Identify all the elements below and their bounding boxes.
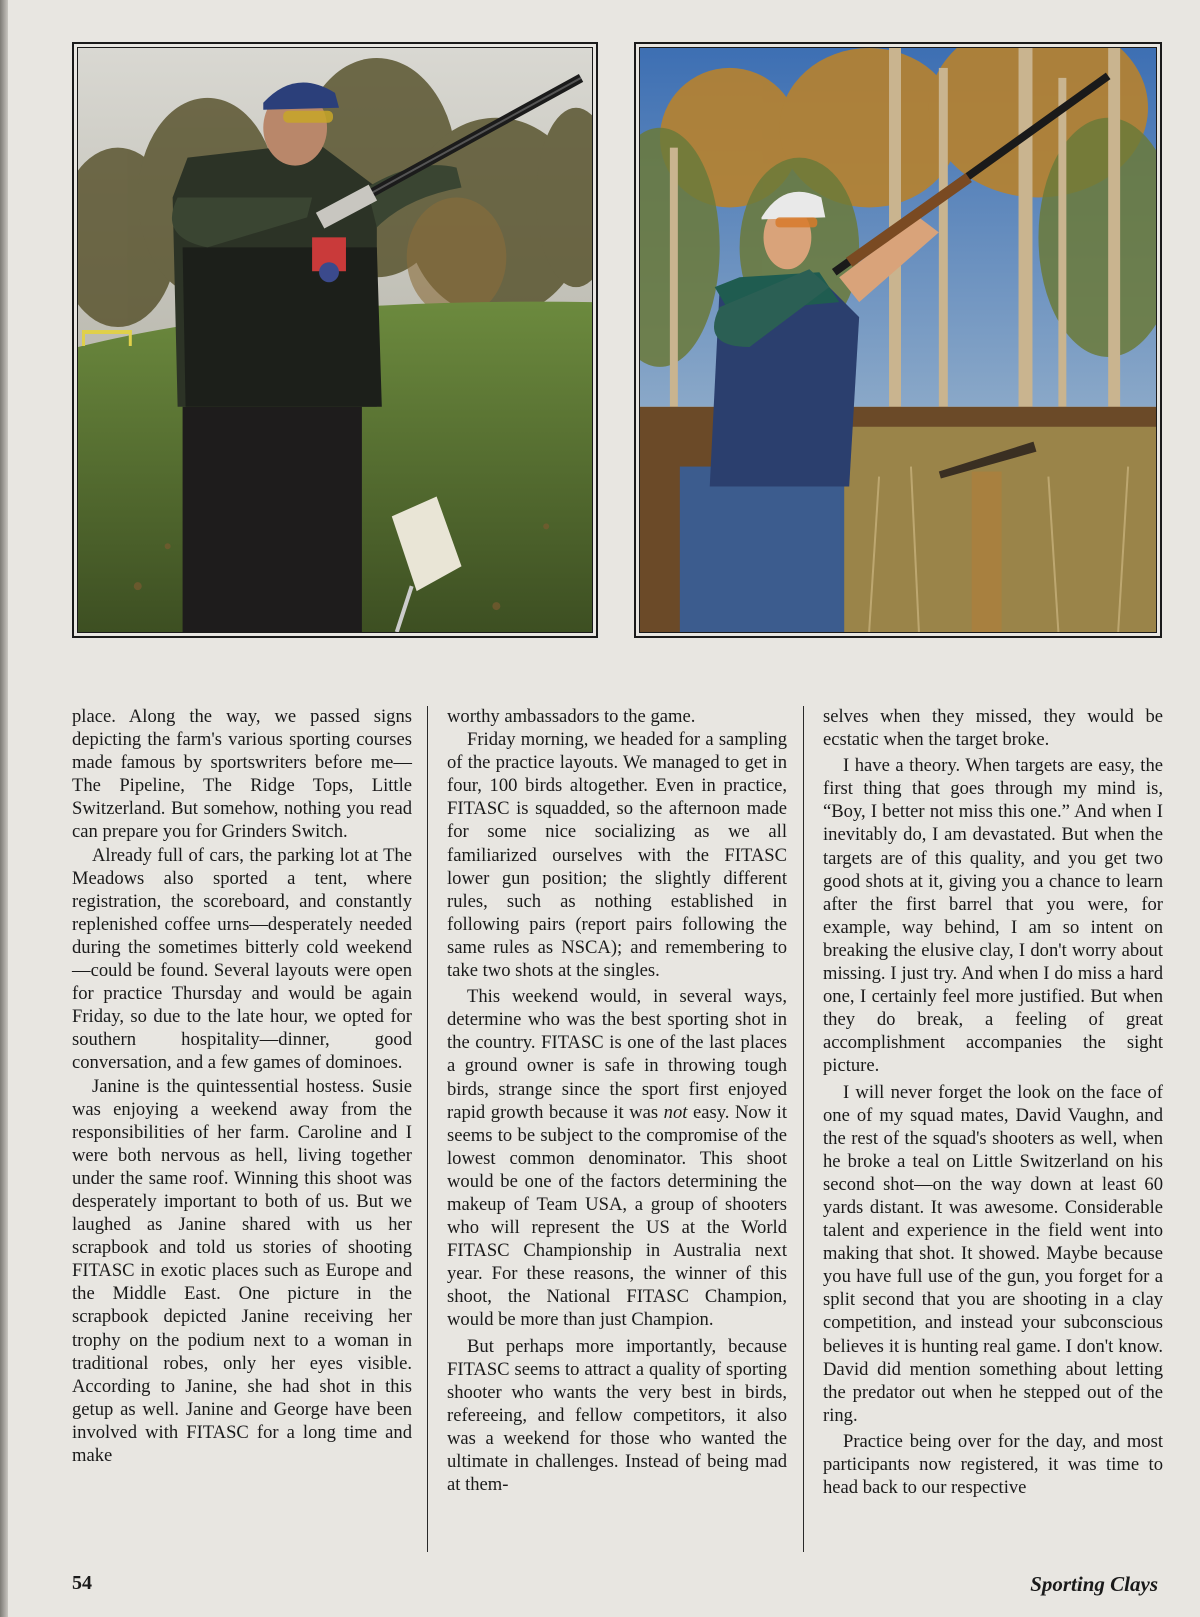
photo-left-frame [72,42,598,638]
photo-right-frame [634,42,1162,638]
col3-paragraph-2: I have a theory. When targets are easy, the first thing that goes through my mind is, “Boy, I better not miss this one.” And when I inevitably do, I am devastated. But when the targets are of this quality, and you get two good shots at it, giving you a chance to learn after the first barrel that you were, for example, way behind, I am so intent on breaking the elusive clay, I don't worry about missing. I just try. And when I do miss a hard one, I certainly feel more justified. But when they do break, a feeling of great accomplishment accompanies the sight picture. [823,755,1163,1077]
col3-paragraph-3: I will never forget the look on the face of one of my squad mates, David Vaughn, and the rest of the squad's shooters as well, when he broke a teal on Little Switzerland on his second shot—on the way down at least 60 yards distant. It was awesome. Considerable talent and experience in the field went into making that shot. It showed. Maybe because you have full use of the gun, you forget for a split second that you are shooting in a clay competition, and instead your subconscious believes it is hunting real game. I don't know. David did mention something about letting the predator out when he stepped out of the ring. [823,1081,1163,1426]
col2-paragraph-4: But perhaps more importantly, because FITASC seems to attract a quality of sporting shooter who wants the very best in birds, refereeing, and fellow competitors, it also was a weekend for those who wanted the ultimate in challenges. Instead of being mad at them- [447,1335,787,1496]
col1-paragraph-1: place. Along the way, we passed signs depicting the farm's various sporting courses made famous by sportswriters before me—The Pipeline, The Ridge Tops, Little Switzerland. But somehow, nothing you read can prepare you for Grinders Switch. [72,706,412,843]
article-column-1 [72,705,412,1467]
col2-p3-text-after: easy. Now it seems to be subject to the compromise of the lowest common denominator. This shoot would be one of the factors determining the makeup of Team USA, a group of shooters who will represent the US at the World FITASC Championship in Australia next year. For these reasons, the winner of this shoot, the National FITASC Champion, would be more than just Champion. [447,1101,787,1331]
page-binding-edge [0,0,8,1617]
article-column-2 [447,705,787,1496]
col2-p3-emphasis: not [663,1101,688,1123]
column-rule-1 [427,706,428,1552]
col2-paragraph-1: worthy ambassadors to the game. [447,706,696,727]
col2-paragraph-2: Friday morning, we headed for a sampling of the practice layouts. We managed to get in four, 100 birds altogether. Even in practice, FITASC is squadded, so the afternoon made for some nice socializing as we all familiarized ourselves with the FITASC lower gun position; the slightly different rules, such as nothing established in following pairs (report pairs following the same rules as NSCA); and remembering to take two shots at the singles. [447,729,787,982]
page-number: 54 [72,1572,92,1594]
col1-paragraph-2: Already full of cars, the parking lot at The Meadows also sported a tent, where registration, the scoreboard, and constantly replenished coffee urns—desperately needed during the sometimes bitterly cold weekend—could be found. Several layouts were open for practice Thursday and would be again Friday, so due to the late hour, we opted for southern hospitality—dinner, good conversation, and a few games of dominoes. [72,844,412,1074]
column-rule-2 [803,706,804,1552]
col2-p3-text-before: This weekend would, in several ways, determine who was the best sporting shot in the country. FITASC is one of the last places a ground owner is safe in throwing tough birds, strange since the sport first enjoyed rapid growth because it was [447,986,787,1123]
col3-paragraph-4: Practice being over for the day, and most participants now registered, it was time to head back to our respective [823,1430,1163,1499]
col3-paragraph-1: selves when they missed, they would be ecstatic when the target broke. [823,706,1163,751]
photo-left-illustration [78,48,592,632]
col2-paragraph-3 [447,985,787,1331]
photo-right-illustration [640,48,1156,632]
article-column-3 [823,705,1163,1499]
photo-left-shooter [77,47,593,633]
magazine-name: Sporting Clays [1030,1572,1158,1596]
col1-paragraph-3: Janine is the quintessential hostess. Susie was enjoying a weekend away from the responsibilities of her farm. Caroline and I were both nervous as hell, living together under the same roof. Winning this shoot was desperately important to both of us. But we laughed as Janine shared with us her scrapbook and told us stories of shooting FITASC in exotic places such as Europe and the Middle East. One picture in the scrapbook depicted Janine receiving her trophy on the podium next to a woman in traditional robes, only her eyes visible. According to Janine, she had shot in this getup as well. Janine and George have been involved with FITASC for a long time and make [72,1075,412,1466]
photo-right-shooter [639,47,1157,633]
